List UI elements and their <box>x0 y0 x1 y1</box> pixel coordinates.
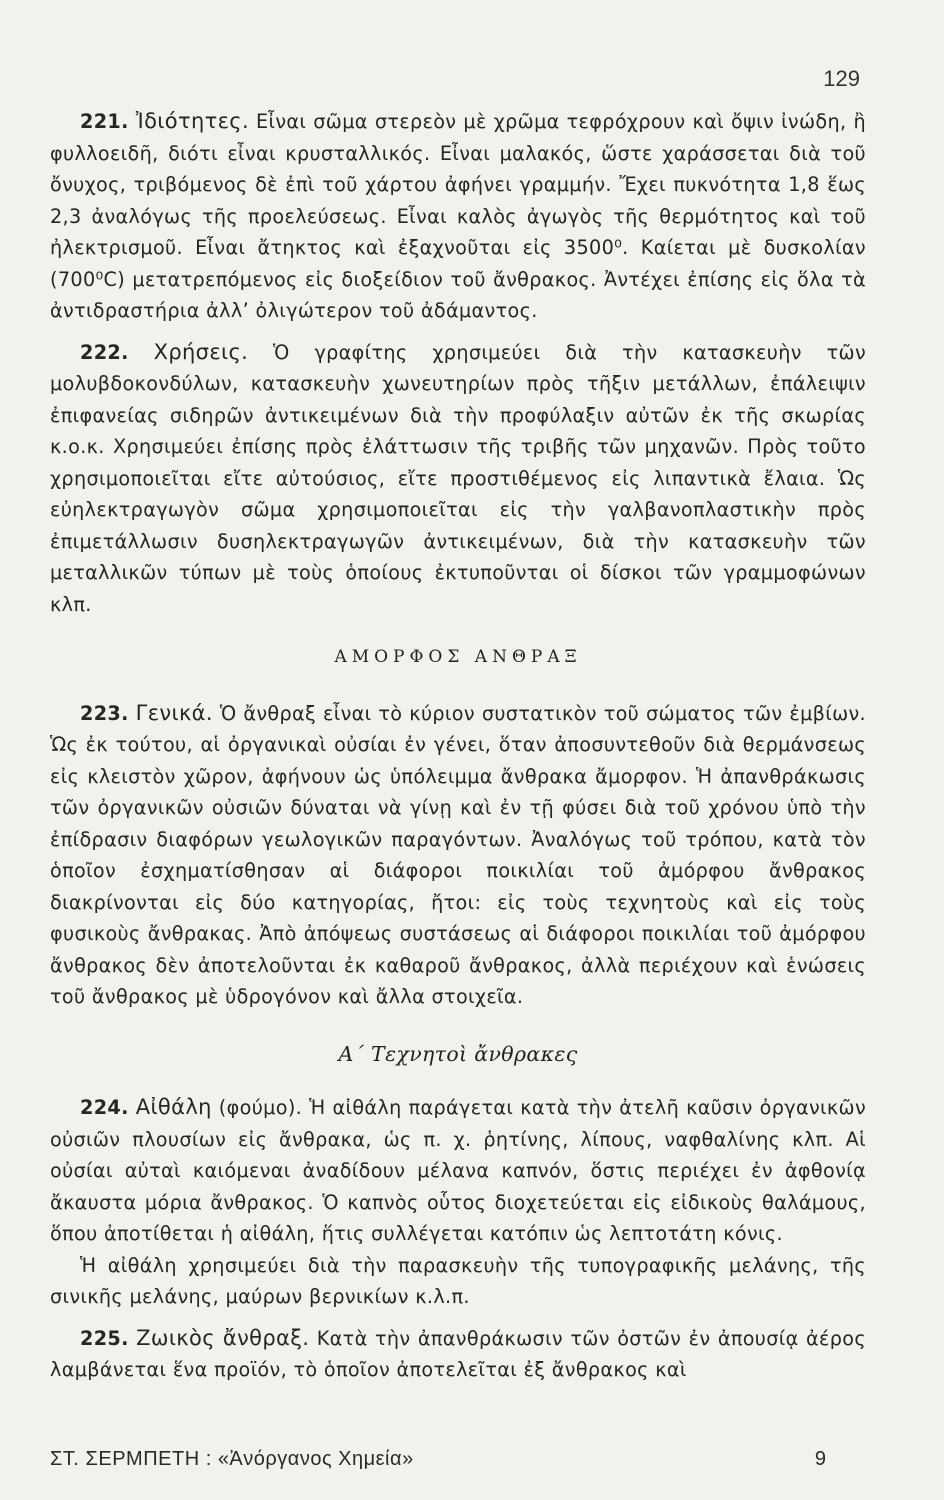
section-223 <box>50 698 866 1013</box>
section-224-continuation <box>50 1250 866 1313</box>
section-number: 221. <box>80 110 129 133</box>
subheading-artificial-carbons: Α΄ Τεχνητοὶ ἄνθρακες <box>338 1041 578 1066</box>
section-number: 225. <box>80 1326 129 1350</box>
section-222 <box>50 337 866 621</box>
section-text: Ὁ γραφίτης χρησιμεύει διὰ τὴν κατασκευὴν τῶν μολυβδοκονδύλων, κατασκευὴν χωνευτηρίων πρὸς τῆξιν μετάλλων, ἐπάλειψιν ἐπιφανείας σιδηρῶν ἀντικειμένων διὰ τὴν προφύλαξιν αὐτῶν ἐκ τῆς σκωρίας κ.ο.κ. Χρησιμεύει ἐπίσης πρὸς ἐλάττωσιν τῆς τριβῆς τῶν μηχανῶν. Πρὸς τοῦτο χρησιμοποιεῖται εἴτε αὐτούσιος, εἴτε προστιθέμενος εἰς λιπαντικὰ ἔλαια. Ὡς εὐηλεκτραγωγὸν σῶμα χρησιμοποιεῖται εἰς τὴν γαλβανοπλαστικὴν πρὸς ἐπιμετάλλωσιν δυσηλεκτραγωγῶν ἀντικειμένων, διὰ τὴν κατασκευὴν τῶν μεταλλικῶν τύπων μὲ τοὺς ὁποίους ἐκτυποῦνται οἱ δίσκοι τῶν γραμμοφώνων κλπ. <box>50 340 867 616</box>
section-title: Ἰδιότητες. <box>135 109 250 133</box>
section-number: 222. <box>80 340 129 364</box>
section-number: 223. <box>80 701 129 725</box>
section-text: Κατὰ τὴν ἀπανθράκωσιν τῶν ὀστῶν ἐν ἀπουσίᾳ ἀέρος λαμβάνεται ἕνα προϊόν, τὸ ὁποῖον ἀποτελεῖται ἐξ ἄνθρακος καὶ <box>50 1326 866 1381</box>
chapter-heading-amorphous-carbon: ΑΜΟΡΦΟΣ ΑΝΘΡΑΞ <box>334 647 582 667</box>
page-number: 129 <box>823 66 860 91</box>
section-221 <box>50 106 866 327</box>
book-signature: ΣΤ. ΣΕΡΜΠΕΤΗ : «Ἀνόργανος Χημεία» <box>50 1448 414 1470</box>
section-225 <box>50 1323 866 1386</box>
page-body <box>50 106 866 1386</box>
section-title: Ζωικὸς ἄνθραξ. <box>136 1325 310 1350</box>
sheet-number: 9 <box>814 1448 826 1470</box>
section-title: Χρήσεις. <box>153 339 249 364</box>
section-224 <box>50 1092 866 1250</box>
section-text: Ὁ ἄνθραξ εἶναι τὸ κύριον συστατικὸν τοῦ σώματος τῶν ἐμβίων. Ὡς ἐκ τούτου, αἱ ὀργανικαὶ οὐσίαι ἐν γένει, ὅταν ἀποσυντεθοῦν διὰ θερμάνσεως εἰς κλειστὸν χῶρον, ἀφήνουν ὡς ὑπόλειμμα ἄνθρακα ἄμορφον. Ἡ ἀπανθράκωσις τῶν ὀργανικῶν οὐσιῶν δύναται νὰ γίνῃ καὶ ἐν τῇ φύσει διὰ τοῦ χρόνου ὑπὸ τὴν ἐπίδρασιν διαφόρων γεωλογικῶν παραγόντων. Ἀναλόγως τοῦ τρόπου, κατὰ τὸν ὁποῖον ἐσχηματίσθησαν αἱ διάφοροι ποικιλίαι τοῦ ἀμόρφου ἄνθρακος διακρίνονται εἰς δύο κατηγορίας, ἤτοι: εἰς τοὺς τεχνητοὺς καὶ εἰς τοὺς φυσικοὺς ἄνθρακας. Ἀπὸ ἀπόψεως συστάσεως αἱ διάφοροι ποικιλίαι τοῦ ἀμόρφου ἄνθρακος δὲν ἀποτελοῦνται ἐκ καθαροῦ ἄνθρακος, ἀλλὰ περιέχουν καὶ ἑνώσεις τοῦ ἄνθρακος μὲ ὑδρογόνον καὶ ἄλλα στοιχεῖα. <box>50 701 866 1008</box>
section-number: 224. <box>80 1096 129 1119</box>
section-text: Εἶναι σῶμα στερεὸν μὲ χρῶμα τεφρόχρουν καὶ ὄψιν ἰνώδη, ἢ φυλλοειδῆ, διότι εἶναι κρυσταλλικός. Εἶναι μαλακός, ὥστε χαράσσεται διὰ τοῦ ὄνυχος, τριβόμενος δὲ ἐπὶ τοῦ χάρτου ἀφήνει γραμμήν. Ἔχει πυκνότητα 1,8 ἕως 2,3 ἀναλόγως τῆς προελεύσεως. Εἶναι καλὸς ἀγωγὸς τῆς θερμότητος καὶ τοῦ ἠλεκτρισμοῦ. Εἶναι ἄτηκτος καὶ ἐξαχνοῦται εἰς 3500⁰. Καίεται μὲ δυσκολίαν (700⁰C) μετατρεπόμενος εἰς διοξείδιον τοῦ ἄνθρακος. Ἀντέχει ἐπίσης εἰς ὅλα τὰ ἀντιδραστήρια ἀλλ’ ὀλιγώτερον τοῦ ἀδάμαντος. <box>50 110 866 322</box>
section-title: Αἰθάλη <box>135 1095 212 1119</box>
section-text: Ἡ αἰθάλη χρησιμεύει διὰ τὴν παρασκευὴν τῆς τυπογραφικῆς μελάνης, τῆς σινικῆς μελάνης, μαύρων βερνικίων κ.λ.π. <box>50 1253 866 1308</box>
section-title: Γενικά. <box>135 700 213 725</box>
section-text: (φούμο). Ἡ αἰθάλη παράγεται κατὰ τὴν ἀτελῆ καῦσιν ὀργανικῶν οὐσιῶν πλουσίων εἰς ἄνθρακα, ὡς π. χ. ῥητίνης, λίπους, ναφθαλίνης κλπ. Αἱ οὐσίαι αὐταὶ καιόμεναι ἀναδίδουν μέλανα καπνόν, ὅστις περιέχει ἐν ἀφθονίᾳ ἄκαυστα μόρια ἄνθρακος. Ὁ καπνὸς οὗτος διοχετεύεται εἰς εἰδικοὺς θαλάμους, ὅπου ἀποτίθεται ἡ αἰθάλη, ἥτις συλλέγεται κατόπιν ὡς λεπτοτάτη κόνις. <box>50 1096 867 1245</box>
